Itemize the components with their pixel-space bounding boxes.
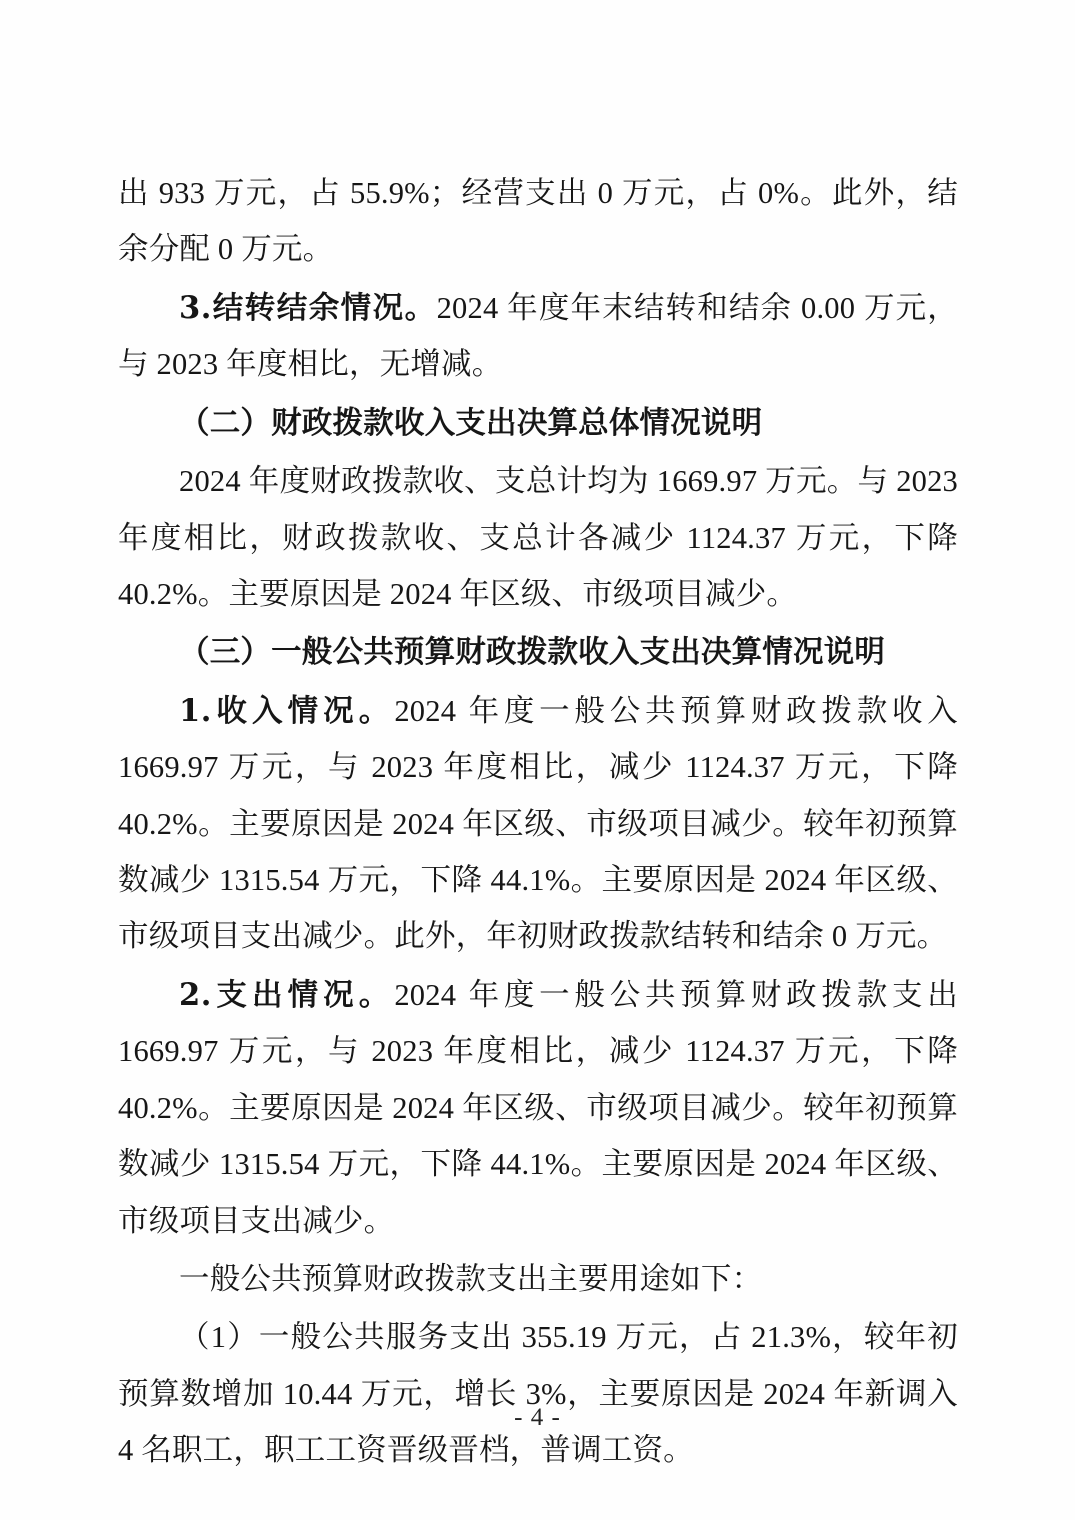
paragraph-continuation: 出 933 万元，占 55.9%；经营支出 0 万元，占 0%。此外，结余分配 0 万元。	[118, 176, 958, 267]
page-number: - 4 -	[514, 1404, 561, 1431]
paragraph-general-public-service: （1）一般公共服务支出 355.19 万元，占 21.3%，较年初预算数增加 10.44 万元，增长 3%，主要原因是 2024 年新调入 4 名职工，职工工资晋级晋档，普调工资。	[118, 1320, 958, 1468]
paragraph-expenditure-situation	[118, 967, 958, 1249]
paragraph-text: 2024 年度年末结转和结余 0.00 万元，与 2023 年度相比，无增减。	[118, 290, 958, 382]
paragraph-text: 2024 年度一般公共预算财政拨款收入 1669.97 万元，与 2023 年度相比，减少 1124.37 万元，下降 40.2%。主要原因是 2024 年区级、市级项目减少。较年初预算数减少 1315.54 万元，下降 44.1%。主要原因是 2024 年区级、市级项目支出减少。此外，年初财政拨款结转和结余 0 万元。	[118, 693, 958, 954]
section-heading-two: （二）财政拨款收入支出决算总体情况说明	[179, 404, 763, 441]
paragraph-carryover-balance	[118, 280, 958, 393]
paragraph-income-situation	[118, 683, 958, 965]
document-body	[118, 165, 958, 1481]
paragraph-lead-label: 1.收入情况。	[179, 692, 395, 729]
section-heading-three: （三）一般公共预算财政拨款收入支出决算情况说明	[179, 634, 886, 671]
paragraph-expenditure-usage-intro: 一般公共预算财政拨款支出主要用途如下：	[179, 1262, 763, 1297]
paragraph-fiscal-appropriation-total: 2024 年度财政拨款收、支总计均为 1669.97 万元。与 2023 年度相比，财政拨款收、支总计各减少 1124.37 万元，下降 40.2%。主要原因是 2024 年区级、市级项目减少。	[118, 464, 958, 611]
paragraph-text: 2024 年度一般公共预算财政拨款支出 1669.97 万元，与 2023 年度相比，减少 1124.37 万元，下降 40.2%。主要原因是 2024 年区级、市级项目减少。较年初预算数减少 1315.54 万元，下降 44.1%。主要原因是 2024 年区级、市级项目支出减少。	[118, 977, 958, 1238]
paragraph-lead-label: 2.支出情况。	[179, 976, 395, 1013]
paragraph-lead-label: 3.结转结余情况。	[179, 289, 437, 326]
